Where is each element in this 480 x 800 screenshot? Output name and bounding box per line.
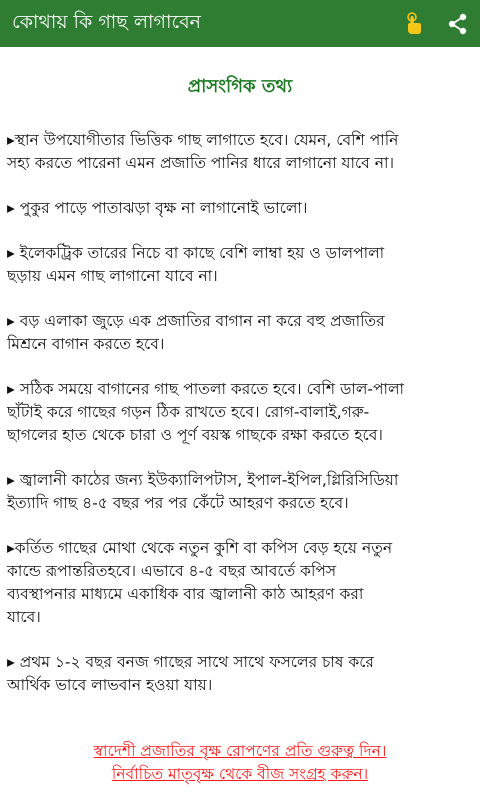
footer-line-1[interactable]: স্বাদেশী প্রজাতির বৃক্ষ রোপণের প্রতি গুরুত্ব দিন।: [93, 742, 387, 760]
info-paragraph: ▸ জ্বালানী কাঠের জন্য ইউক্যালিপটাস, ইপাল-ইপিল,গ্লিরিসিডিয়া ইত্যাদি গাছ ৪-৫ বছর পর পর কেঁটে আহরণ করতে হবে।: [7, 471, 399, 512]
share-icon[interactable]: [436, 2, 480, 46]
info-paragraph: ▸ পুকুর পাড়ে পাতাঝড়া বৃক্ষ না লাগানোই ভালো।: [7, 199, 308, 217]
app-title: কোথায় কি গাছ লাগাবেন: [12, 10, 202, 33]
info-content[interactable]: [0, 47, 480, 727]
info-paragraph: ▸ সঠিক সময়ে বাগানের গাছ পাতলা করতে হবে। বেশি ডাল-পালা ছাঁটাই করে গাছের গড়ন ঠিক রাখতে হবে। রোগ-বালাই,গরু- ছাগলের হাত থেকে চারা ও পূর্ণ বয়স্ক গাছকে রক্ষা করতে হবে।: [7, 380, 405, 444]
section-heading: প্রাসংগিক তথ্য: [187, 76, 293, 97]
footer-banner: [0, 740, 480, 786]
info-paragraph: ▸ বড় এলাকা জুড়ে এক প্রজাতির বাগান না করে বহু প্রজাতির মিশ্রনে বাগান করতে হবে।: [7, 312, 385, 353]
info-paragraph: ▸কর্তিত গাছের মোথা থেকে নতুন কুশি বা কপিস বেড় হয়ে নতুন কান্ডে রূপান্তরিতহবে। এভাবে ৪-৫ বছর আবর্তে কপিস ব্যবস্থাপনার মাধ্যমে একাধিক বার জ্বালানী কাঠ আহরণ করা যাবে।: [7, 539, 393, 626]
info-paragraph: ▸ প্রথম ১-২ বছর বনজ গাছের সাথে সাথে ফসলের চাষ করে আর্থিক ভাবে লাভবান হওয়া যায়।: [7, 653, 374, 694]
footer-line-2[interactable]: নির্বাচিত মাতৃবৃক্ষ থেকে বীজ সংগ্রহ করুন।: [111, 765, 369, 783]
app-bar: [0, 0, 480, 47]
info-paragraph: ▸স্থান উপযোগীতার ভিত্তিক গাছ লাগাতে হবে। যেমন, বেশি পানি সহ্য করতে পারেনা এমন প্রজাতি পানির ধারে লাগানো যাবে না।: [7, 131, 399, 172]
tap-hand-icon[interactable]: [392, 2, 436, 46]
info-paragraph: ▸ ইলেকট্রিক তারের নিচে বা কাছে বেশি লাম্বা হয় ও ডালপালা ছড়ায় এমন গাছ লাগানো যাবে না।: [7, 244, 385, 285]
